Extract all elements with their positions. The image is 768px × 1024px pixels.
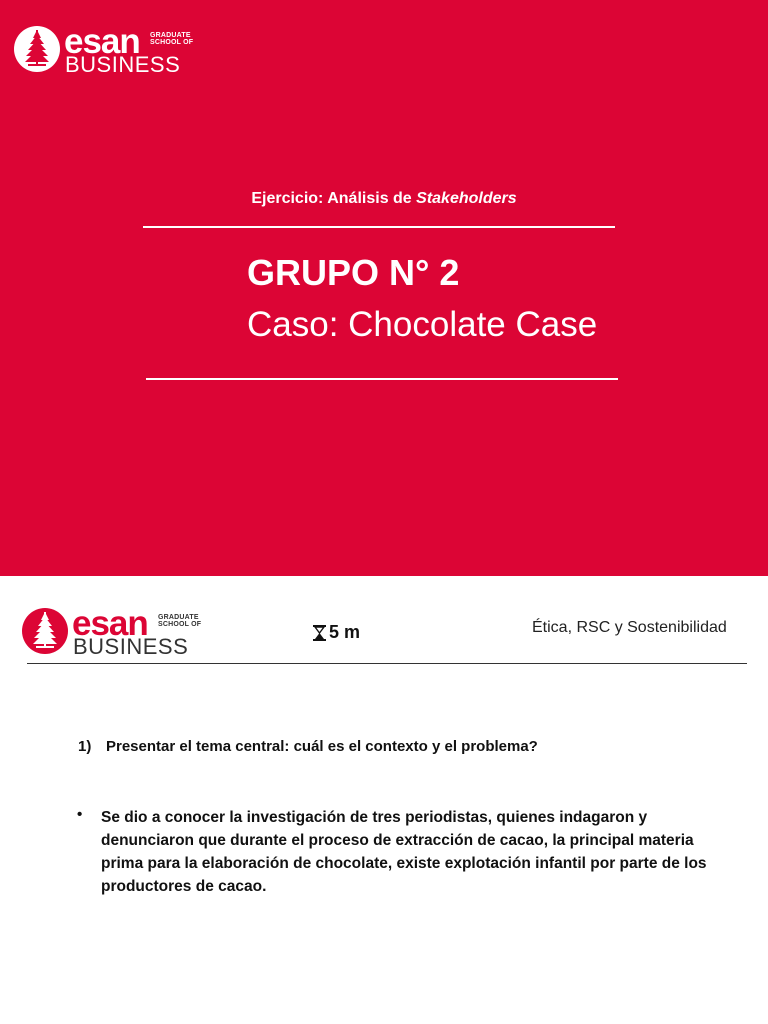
- logo-tagline: GRADUATE SCHOOL OF: [150, 32, 194, 47]
- case-title: Caso: Chocolate Case: [247, 305, 598, 344]
- exercise-subtitle: [0, 190, 768, 208]
- course-title: Ética, RSC y Sostenibilidad: [532, 619, 727, 636]
- question-text: Presentar el tema central: cuál es el contexto y el problema?: [106, 738, 538, 755]
- tree-emblem-icon: [22, 606, 68, 656]
- group-title: GRUPO N° 2: [247, 252, 460, 293]
- logo-wordmark: esan: [72, 604, 148, 643]
- tree-emblem-icon: [14, 24, 60, 74]
- subtitle-prefix: Ejercicio: Análisis de: [251, 190, 417, 207]
- header-divider: [27, 663, 747, 664]
- answer-paragraph: Se dio a conocer la investigación de tres periodistas, quienes indagaron y denunciaron que durante el proceso de extracción de cacao, la principal materia prima para la elaboración de chocolate, existe explotación infantil por parte de los productores de cacao.: [101, 809, 707, 895]
- logo-wordmark: esan: [64, 22, 140, 61]
- subtitle-emphasis: Stakeholders: [416, 190, 517, 207]
- timer-value: 5 m: [329, 622, 361, 642]
- esan-logo: [14, 24, 194, 76]
- hourglass-icon: [313, 625, 326, 641]
- logo-school: BUSINESS: [73, 634, 189, 659]
- timer: [313, 622, 360, 643]
- question: [78, 738, 538, 755]
- logo-tagline: GRADUATE SCHOOL OF: [158, 614, 202, 629]
- bullet-marker: •: [77, 806, 83, 823]
- question-number: 1): [78, 738, 92, 755]
- content-slide: [0, 576, 768, 1024]
- top-divider: [143, 226, 615, 228]
- bottom-divider: [146, 378, 618, 380]
- esan-logo: [22, 606, 202, 658]
- logo-school: BUSINESS: [65, 52, 181, 77]
